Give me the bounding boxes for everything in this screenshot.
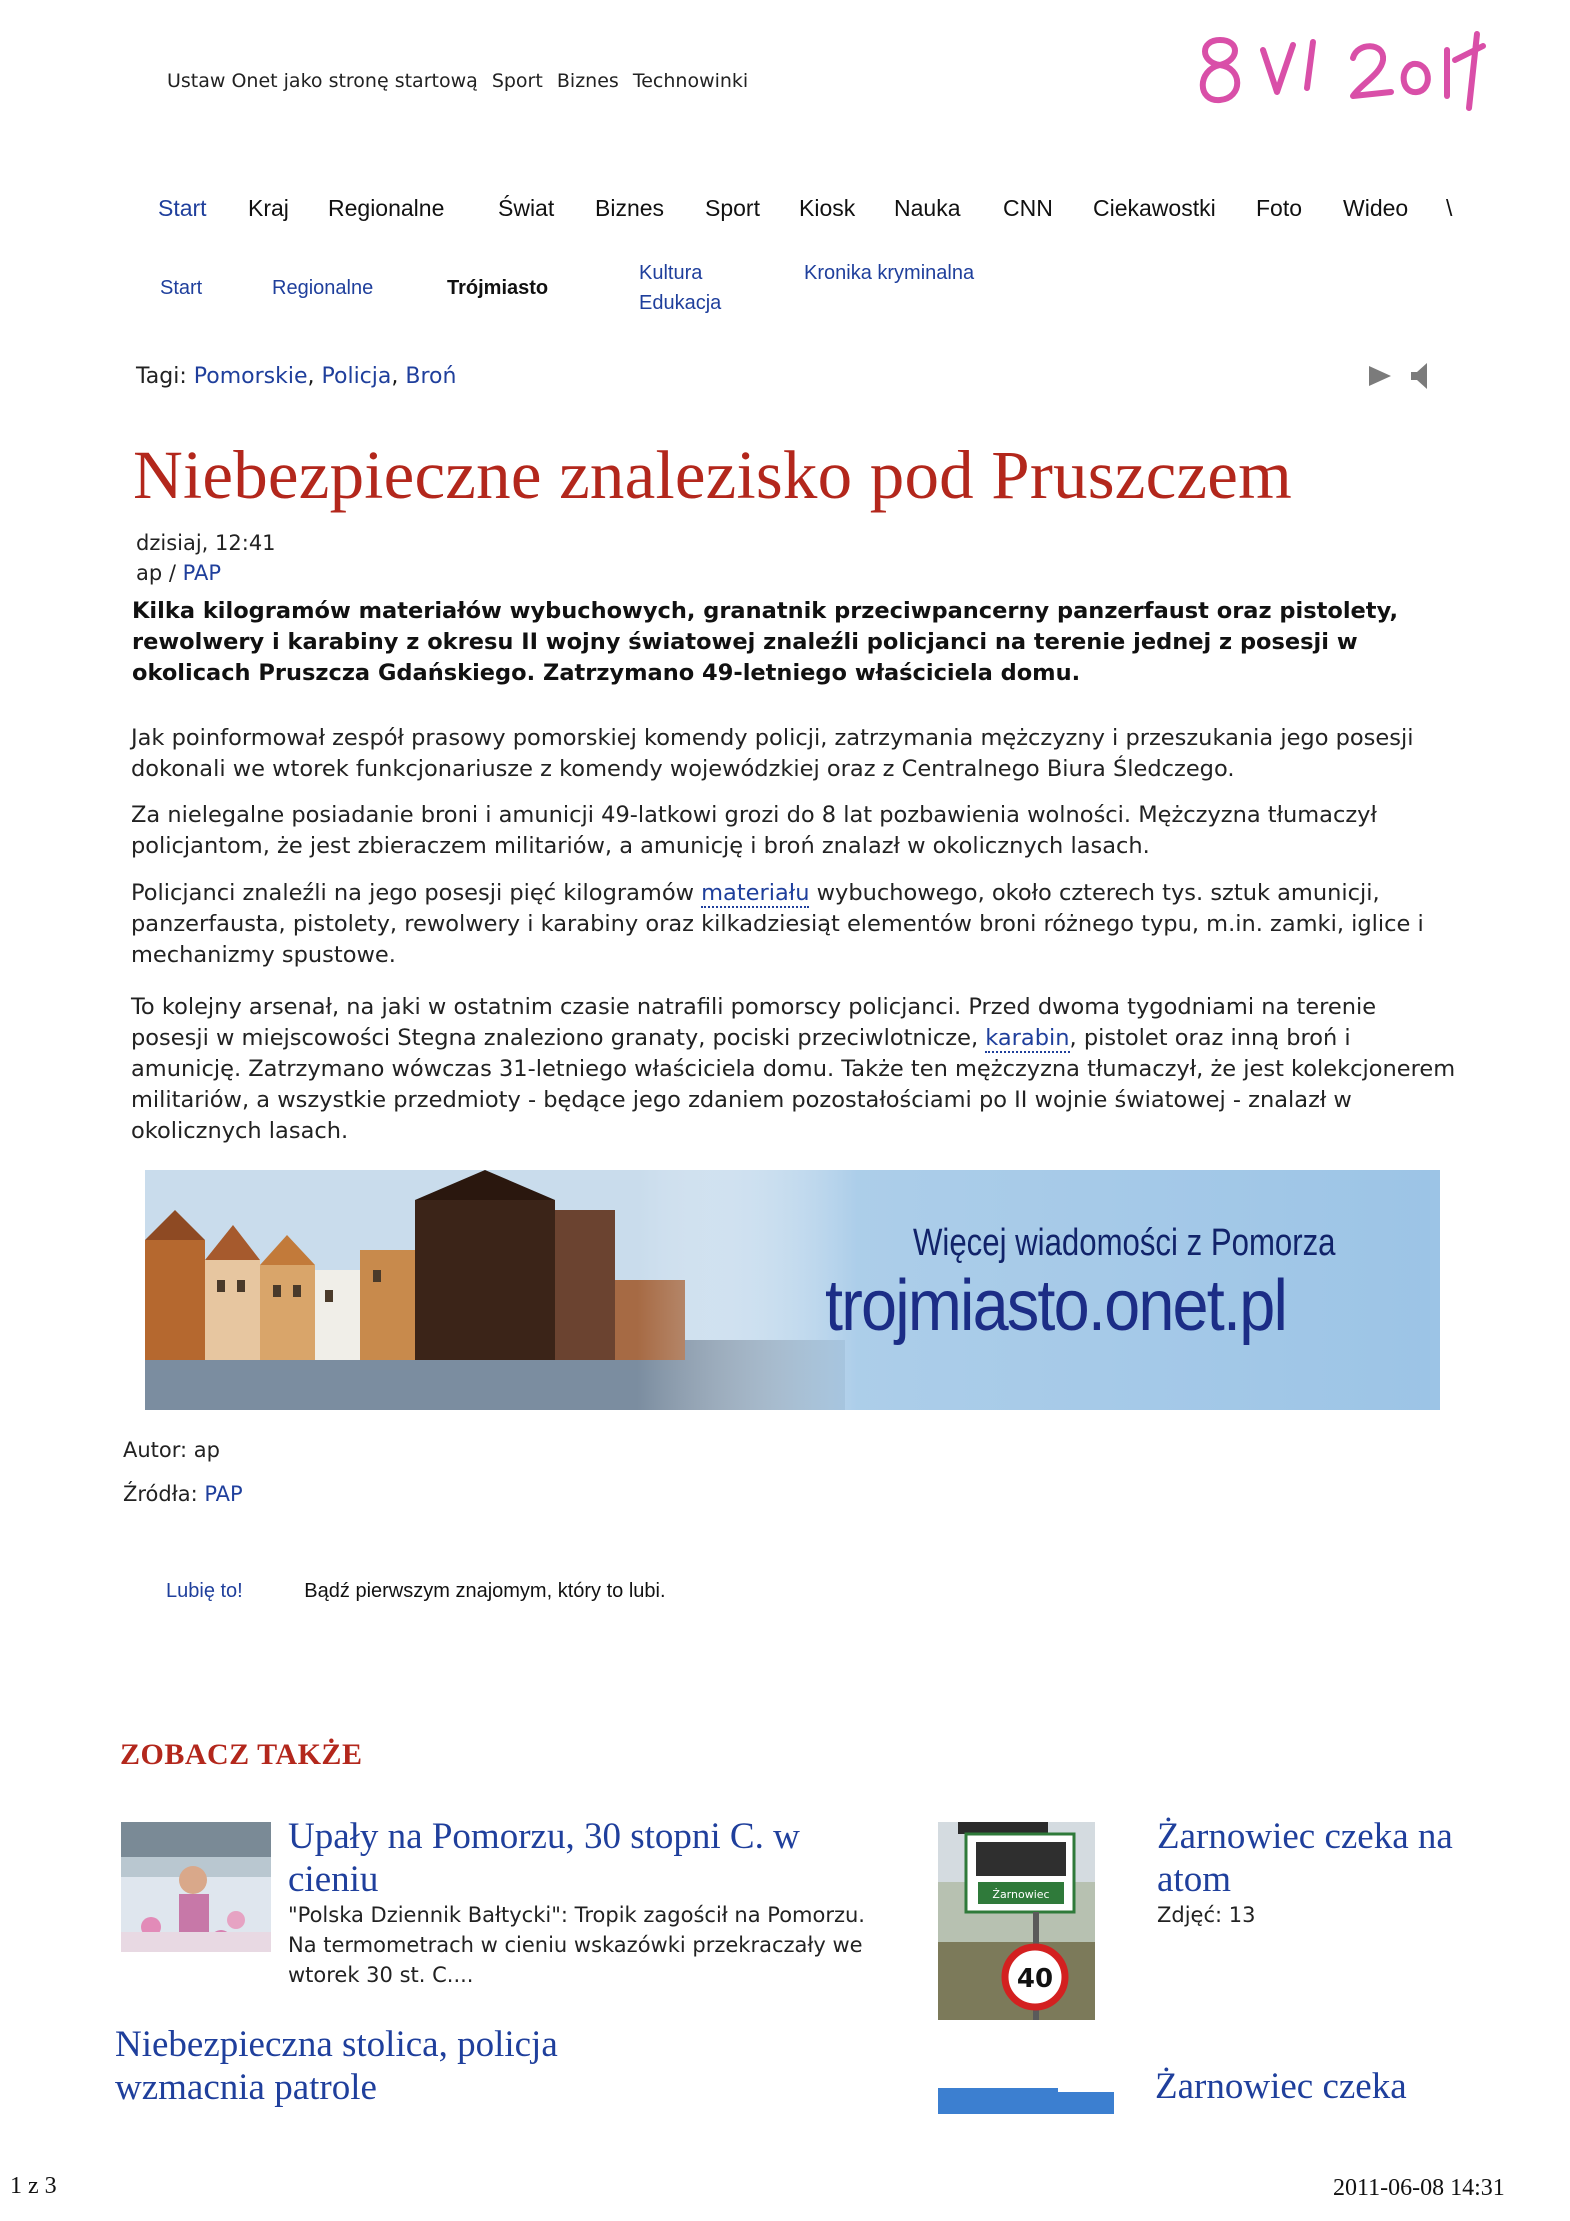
nav-start[interactable]: Start [158,195,207,221]
subnav-start[interactable]: Start [160,277,203,299]
nav-sport[interactable]: Sport [705,195,760,221]
subnav-kronika-kryminalna[interactable]: Kronika kryminalna [804,262,975,284]
article-meta: dzisiaj, 12:41 ap / PAP [136,528,276,588]
subnav-kultura[interactable]: Kultura [639,262,703,284]
like-button[interactable]: Lubię to! [166,1580,243,1602]
nav-kraj[interactable]: Kraj [248,195,289,221]
see-also-thumb-1[interactable] [121,1822,271,1952]
nav-nauka[interactable]: Nauka [894,195,961,221]
print-datetime: 2011-06-08 14:31 [1333,2175,1505,2201]
tag-policja[interactable]: Policja [321,364,392,389]
article-source-link[interactable]: PAP [182,561,221,585]
article-author-short: ap [136,561,163,585]
top-link-technowinki[interactable]: Technowinki [632,70,749,92]
nav-foto[interactable]: Foto [1256,195,1303,221]
link-karabin[interactable]: karabin [985,1025,1070,1051]
speed-limit-text: 40 [1016,1964,1054,1994]
article-paragraph-1: Jak poinformował zespół prasowy pomorskiej komendy policji, zatrzymania mężczyzny i przeszukania jego posesji dokonali we wtorek funkcjonariusze z komendy wojewódzkiej oraz z Centralnego Biura Śledczego. [131,725,1414,782]
see-also-heading: ZOBACZ TAKŻE [120,1738,363,1771]
nav-wideo[interactable]: Wideo [1343,195,1409,221]
like-text: Bądź pierwszym znajomym, który to lubi. [304,1580,666,1602]
author-value: ap [193,1438,220,1462]
beach-photo-icon [121,1822,271,1952]
road-sign-text: Żarnowiec [992,1888,1050,1901]
nav-cnn[interactable]: CNN [1003,195,1053,221]
page-number: 1 z 3 [10,2173,57,2199]
top-link-biznes[interactable]: Biznes [556,70,619,92]
see-also-title-4[interactable]: Żarnowiec czeka [1155,2066,1407,2107]
see-also-photos-count: Zdjęć: 13 [1157,1903,1256,1927]
nav-ciekawostki[interactable]: Ciekawostki [1093,195,1216,221]
link-materialu[interactable]: materiału [701,880,810,906]
see-also-title-1[interactable]: Upały na Pomorzu, 30 stopni C. w cieniu [288,1816,800,1900]
play-icon[interactable] [1369,366,1391,386]
see-also-thumb-4[interactable] [938,2078,1114,2114]
article-title: Niebezpieczne znalezisko pod Pruszczem [133,437,1292,513]
road-sign-photo-icon [938,1822,1095,2020]
article-credits [123,1428,243,1516]
handwritten-date [1185,20,1515,115]
source-link[interactable]: PAP [204,1482,243,1506]
article-paragraph-3: Policjanci znaleźli na jego posesji pięć kilogramów materiału wybuchowego, około czterech tys. sztuk amunicji, panzerfausta, pistolety, rewolwery i karabiny oraz kilkadziesiąt elementów broni różnego typu, m.in. zamki, iglice i mechanizmy spustowe. [131,880,1424,968]
nav-biznes[interactable]: Biznes [595,195,665,221]
tag-pomorskie[interactable]: Pomorskie [193,364,308,389]
see-also-title-3[interactable]: Niebezpieczna stolica, policja wzmacnia patrole [115,2024,558,2108]
article-lead: Kilka kilogramów materiałów wybuchowych, granatnik przeciwpancerny panzerfaust oraz pistolety, rewolwery i karabiny z okresu II wojny światowej znaleźli policjanci na terenie jednej z posesji w okolicach Pruszcza Gdańskiego. Zatrzymano 49-letniego właściciela domu. [132,598,1399,686]
subnav-trojmiasto[interactable]: Trójmiasto [447,277,549,299]
nav-regionalne[interactable]: Regionalne [328,195,445,221]
nav-more[interactable]: \ [1446,195,1453,221]
tag-bron[interactable]: Broń [405,364,457,389]
like-widget [166,1580,666,1603]
see-also-thumb-2[interactable] [938,1822,1095,2020]
top-link-sport[interactable]: Sport [491,70,543,92]
subnav-regionalne[interactable]: Regionalne [272,277,374,299]
audio-controls [1365,358,1435,392]
set-homepage-link[interactable]: Ustaw Onet jako stronę startową [167,70,478,92]
sky-photo-icon [938,2078,1114,2114]
tags-label: Tagi: [136,364,187,389]
article-paragraph-4: To kolejny arsenał, na jaki w ostatnim czasie natrafili pomorscy policjanci. Przed dwoma tygodniami na terenie posesji w miejscowości Stegna znaleziono granaty, pociski przeciwlotnicze, karabin, pistolet oraz inną broń i amunicję. Zatrzymano wówczas 31-letniego właściciela domu. Także ten mężczyzna tłumaczył, że jest kolekcjonerem militariów, a wszystkie przedmioty - będące jego zdaniem pozostałościami po II wojnie światowej - znalazł w okolicznych lasach. [131,994,1456,1144]
banner-url: trojmiasto.onet.pl [825,1266,1287,1346]
tags-line: Tagi: Pomorskie, Policja, Broń [136,364,457,389]
banner-headline: Więcej wiadomości z Pomorza [913,1222,1336,1264]
nav-kiosk[interactable]: Kiosk [799,195,856,221]
top-links [167,70,756,92]
source-label: Źródła: [123,1482,198,1506]
nav-swiat[interactable]: Świat [498,195,555,221]
subnav-edukacja[interactable]: Edukacja [639,292,722,314]
article-date: dzisiaj, 12:41 [136,531,276,555]
see-also-desc-1: "Polska Dziennik Bałtycki": Tropik zagościł na Pomorzu. Na termometrach w cieniu wskazówki przekraczały we wtorek 30 st. C.... [288,1903,865,1987]
see-also-title-2[interactable]: Żarnowiec czeka na atom [1157,1816,1453,1900]
author-label: Autor: [123,1438,188,1462]
promo-banner[interactable] [145,1170,1440,1410]
speaker-icon[interactable] [1411,363,1427,389]
article-paragraph-2: Za nielegalne posiadanie broni i amunicji 49-latkowi grozi do 8 lat pozbawienia wolności. Mężczyzna tłumaczył policjantom, że jest zbieraczem militariów, a amunicję i broń znalazł w okolicznych lasach. [131,802,1377,859]
